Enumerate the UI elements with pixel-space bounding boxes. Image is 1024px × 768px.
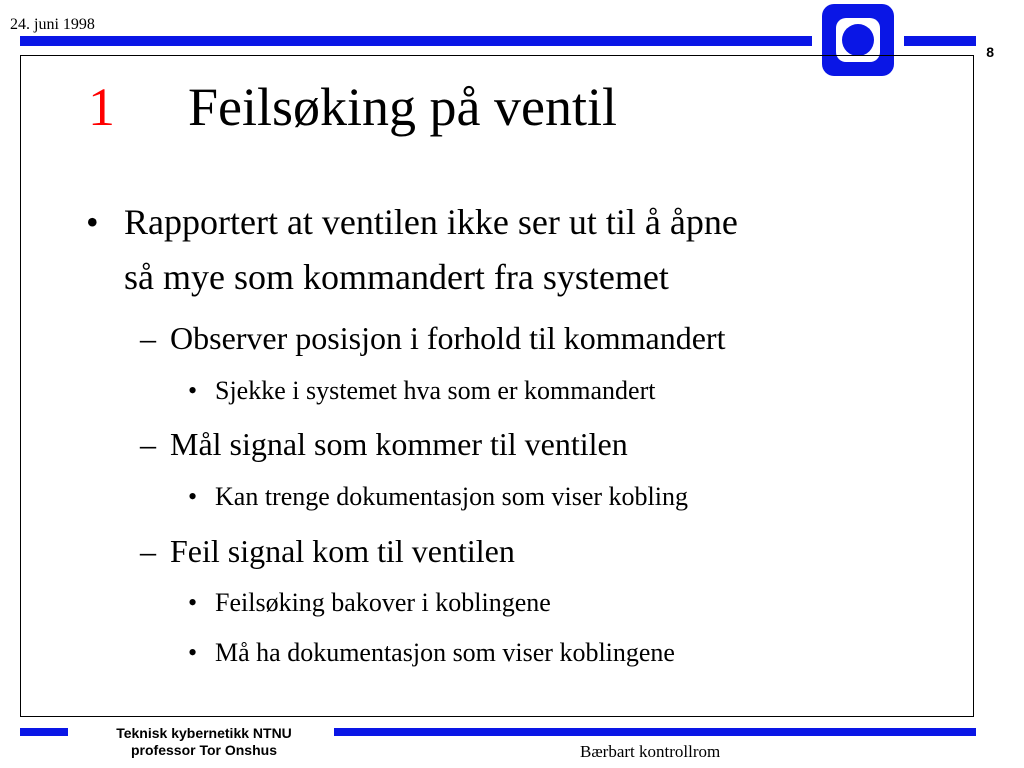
footer-credit — [84, 725, 324, 759]
bullet-marker: • — [86, 202, 99, 242]
page-number: 8 — [986, 44, 994, 60]
footer-author: professor Tor Onshus — [131, 742, 277, 758]
bullet-text: Rapportert at ventilen ikke ser ut til å åpne — [124, 202, 738, 242]
slide-date: 24. juni 1998 — [10, 16, 95, 33]
title-number: 1 — [88, 77, 115, 137]
sub-bullet-marker: – — [140, 320, 156, 356]
header-bar-left — [20, 36, 812, 46]
header-bar-right — [904, 36, 976, 46]
logo-core — [842, 24, 874, 56]
footer-bar-left — [20, 728, 68, 736]
sub-sub-bullet-text: Feilsøking bakover i koblingene — [215, 588, 551, 617]
sub-sub-bullet-text: Må ha dokumentasjon som viser koblingene — [215, 638, 675, 667]
sub-sub-bullet-marker: • — [188, 638, 198, 667]
footer-dept: Teknisk kybernetikk NTNU — [116, 725, 292, 741]
sub-bullet-marker: – — [140, 426, 156, 462]
sub-sub-bullet-marker: • — [188, 376, 198, 405]
sub-sub-bullet-marker: • — [188, 482, 198, 511]
sub-bullet-text: Mål signal som kommer til ventilen — [170, 426, 628, 462]
sub-sub-bullet-text: Kan trenge dokumentasjon som viser kobling — [215, 482, 688, 511]
bullet-text-cont: så mye som kommandert fra systemet — [124, 257, 669, 297]
sub-bullet-marker: – — [140, 533, 156, 569]
sub-sub-bullet-marker: • — [188, 588, 198, 617]
slide-title: Feilsøking på ventil — [188, 77, 617, 137]
sub-bullet-text: Feil signal kom til ventilen — [170, 533, 515, 569]
footer-bar-right — [334, 728, 976, 736]
sub-sub-bullet-text: Sjekke i systemet hva som er kommandert — [215, 376, 656, 405]
footer-course: Bærbart kontrollrom — [580, 742, 721, 761]
sub-bullet-text: Observer posisjon i forhold til kommandert — [170, 320, 726, 356]
